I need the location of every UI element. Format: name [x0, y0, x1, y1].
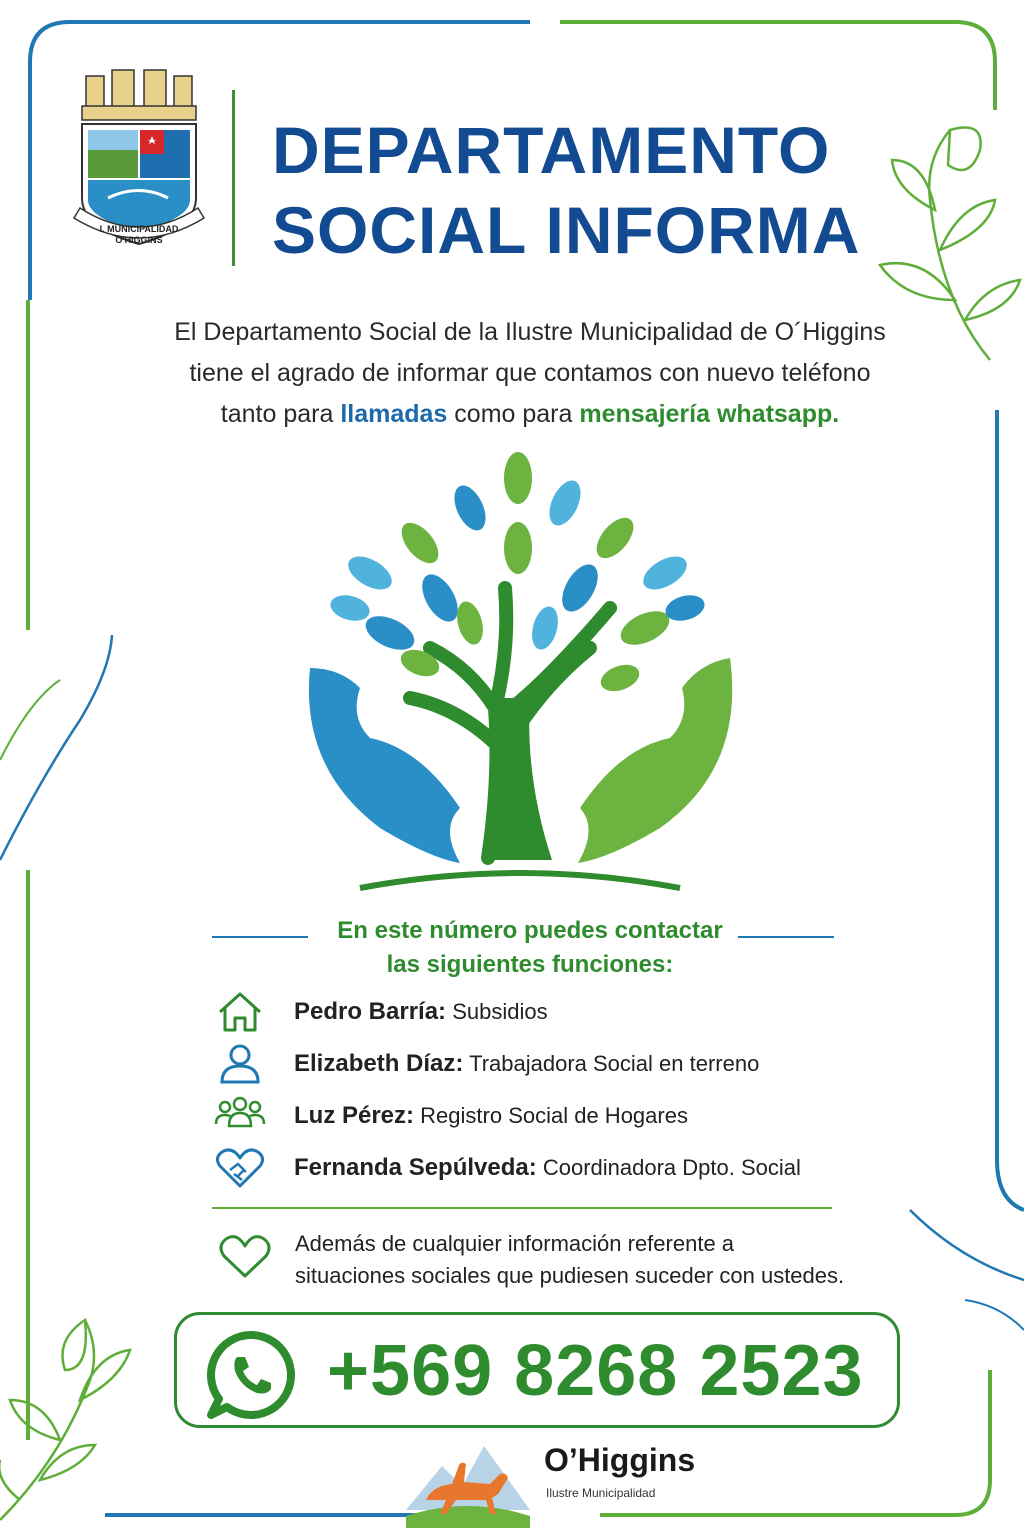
note-line1: Además de cualquier información referente a — [295, 1231, 735, 1256]
heart-icon — [218, 1234, 272, 1280]
heart-handshake-icon — [212, 1146, 268, 1190]
note-line2: situaciones sociales que pudiesen suceder con ustedes. — [295, 1263, 845, 1288]
phone-number: +569 8268 2523 — [327, 1331, 864, 1411]
intro-line3 — [120, 394, 940, 435]
intro-line3-pre: tanto para — [220, 400, 341, 428]
contact-role: Subsidios — [452, 999, 548, 1024]
contact-item — [212, 1094, 852, 1138]
contact-item — [212, 1146, 852, 1190]
intro-paragraph — [120, 312, 940, 435]
whatsapp-icon — [205, 1329, 297, 1421]
person-icon — [212, 1042, 268, 1086]
logo-subtitle: Ilustre Municipalidad — [546, 1486, 656, 1500]
municipal-crest-logo — [68, 68, 210, 258]
contacts-heading-line2: las siguientes funciones: — [386, 951, 674, 978]
phone-number-box[interactable] — [174, 1312, 900, 1428]
contacts-divider — [212, 1207, 832, 1209]
contact-role: Coordinadora Dpto. Social — [542, 1155, 801, 1180]
horse-rider-logo-icon — [402, 1438, 534, 1528]
tree-hands-illustration — [290, 448, 750, 898]
intro-line1: El Departamento Social de la Ilustre Municipalidad de O´Higgins — [174, 318, 886, 346]
contact-name: Luz Pérez: — [294, 1102, 415, 1129]
contact-item — [212, 990, 852, 1034]
note-paragraph — [295, 1228, 895, 1292]
crest-banner-line2: O'HIGGINS — [115, 235, 163, 245]
contact-role: Registro Social de Hogares — [420, 1103, 688, 1128]
heading-rule-left — [212, 936, 308, 938]
logo-name: O’Higgins — [544, 1442, 696, 1478]
intro-highlight-calls: llamadas — [340, 400, 448, 428]
header-divider — [232, 90, 235, 266]
contact-name: Pedro Barría: — [294, 998, 447, 1025]
ohiggins-footer-logo — [402, 1438, 732, 1528]
title-line2: SOCIAL INFORMA — [272, 193, 861, 267]
contacts-heading-line1: En este número puedes contactar — [337, 917, 723, 944]
title-line1: DEPARTAMENTO — [272, 113, 831, 187]
intro-line3-mid: como para — [447, 400, 580, 428]
intro-highlight-whatsapp: mensajería whatsapp. — [579, 400, 840, 428]
contact-name: Elizabeth Díaz: — [294, 1050, 464, 1077]
house-icon — [212, 990, 268, 1034]
contact-role: Trabajadora Social en terreno — [469, 1051, 760, 1076]
crest-banner-line1: I. MUNICIPALIDAD — [99, 224, 179, 234]
intro-line2: tiene el agrado de informar que contamos con nuevo teléfono — [189, 359, 871, 387]
contacts-heading — [300, 914, 760, 982]
contact-name: Fernanda Sepúlveda: — [294, 1154, 537, 1181]
contact-item — [212, 1042, 852, 1086]
group-icon — [212, 1094, 268, 1138]
page-title — [272, 110, 892, 270]
